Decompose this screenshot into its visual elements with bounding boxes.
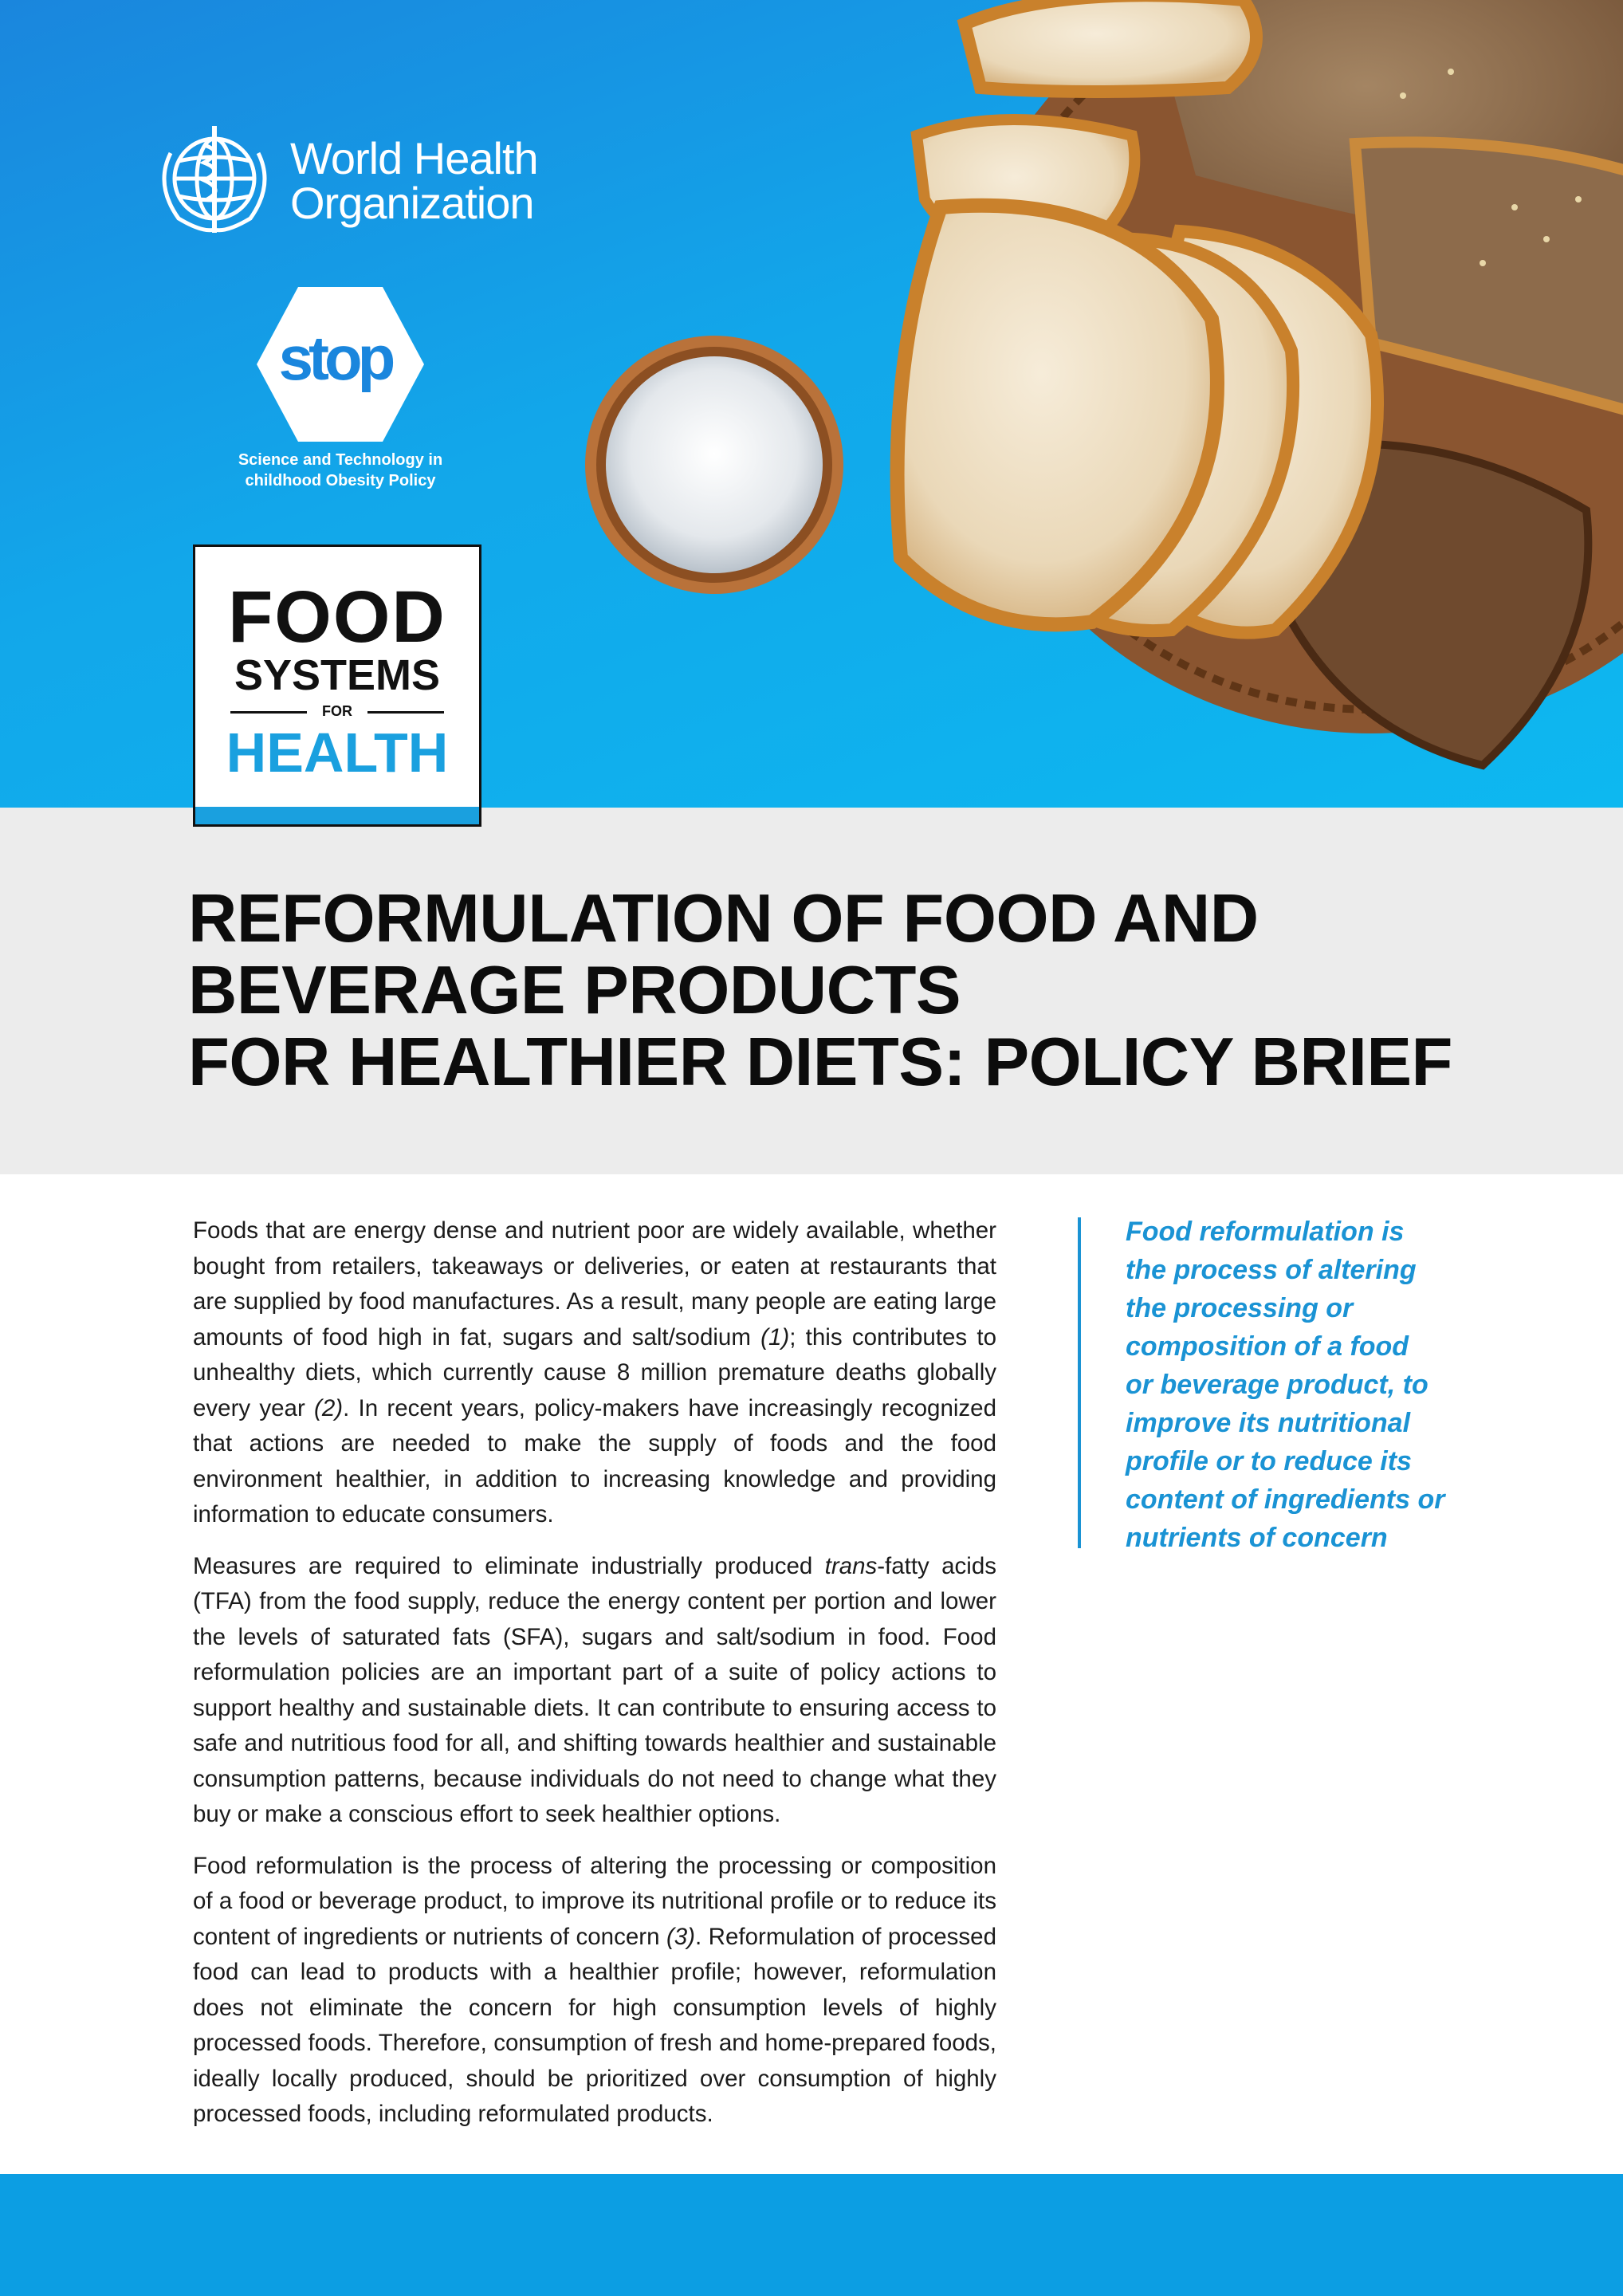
badge-food: FOOD bbox=[228, 576, 446, 658]
stop-logo-word: stop bbox=[278, 323, 391, 393]
p2-text-a: Measures are required to eliminate industrially produced bbox=[193, 1552, 825, 1579]
ref-3: (3) bbox=[666, 1923, 696, 1950]
who-logo bbox=[147, 121, 538, 241]
title-line2: BEVERAGE PRODUCTS bbox=[188, 953, 961, 1028]
pull-quote bbox=[1078, 1217, 1468, 1553]
p3-text-b: . Reformulation of processed food can lead to products with a healthier profile; however, reformulation does not eliminate the concern for high consumption levels of highly processed foods. Therefore, consumption of fresh and home-prepared foods, ideally locally produced, should be prioritized over consumption of highly processed foods, including reformulated products. bbox=[193, 1923, 996, 2127]
title-line1: REFORMULATION OF FOOD AND bbox=[188, 881, 1259, 957]
stop-caption-line2: childhood Obesity Policy bbox=[245, 472, 436, 489]
badge-for: FOR bbox=[322, 703, 352, 719]
trans-term: trans bbox=[824, 1552, 878, 1579]
ref-1: (1) bbox=[760, 1323, 790, 1350]
who-logo-line2: Organization bbox=[290, 178, 534, 228]
stop-caption-line1: Science and Technology in bbox=[238, 451, 443, 469]
badge-divider-right bbox=[367, 711, 444, 714]
p2-text-b: -fatty acids (TFA) from the food supply, reduce the energy content per portion and lower the levels of saturated fats (SFA), sugars and salt/sodium in food. Food reformulation policies are an important part of a suite of policy actions to support healthy and sustainable diets. It can contribute to ensuring access to safe and nutritious food for all, and shifting towards healthier and sustainable consumption patterns, because individuals do not need to change what they buy or make a conscious effort to seek healthier options. bbox=[193, 1552, 996, 1827]
who-emblem-icon bbox=[147, 121, 282, 241]
food-systems-for-health-badge bbox=[193, 545, 481, 827]
ref-2: (2) bbox=[314, 1394, 344, 1421]
p3-text-a: Food reformulation is the process of altering the processing or composition of a food or beverage product, to improve its nutritional profile or to reduce its content of ingredients or nutrients of concern bbox=[193, 1852, 996, 1950]
p1-text-b: ; this contributes to unhealthy diets, which currently cause 8 million premature deaths globally every year bbox=[193, 1323, 996, 1421]
p1-text-c: . In recent years, policy-makers have increasingly recognized that actions are needed to make the supply of foods and the food environment healthier, in addition to increasing knowledge and providing information to educate consumers. bbox=[193, 1394, 996, 1527]
body-paragraph-2 bbox=[193, 1549, 996, 1833]
body-paragraph-1 bbox=[193, 1213, 996, 1533]
who-logo-line1: World Health bbox=[290, 133, 538, 183]
pull-quote-text: Food reformulation is the process of altering the processing or composition of a food or beverage product, to improve its nutritional profile or to reduce its content of ingredients or nutrients of concern bbox=[1126, 1217, 1445, 1553]
p1-text-a: Foods that are energy dense and nutrient poor are widely available, whether bought from retailers, takeaways or deliveries, or eaten at restaurants that are supplied by food manufactures. As a result, many people are eating large amounts of food high in fat, sugars and salt/sodium bbox=[193, 1217, 996, 1350]
title-line3: FOR HEALTHIER DIETS: POLICY BRIEF bbox=[188, 1024, 1452, 1100]
badge-accent-bar bbox=[195, 807, 479, 824]
body-column bbox=[193, 1213, 996, 2149]
page-title bbox=[188, 883, 1591, 1099]
footer-bar bbox=[0, 2174, 1623, 2296]
badge-health: HEALTH bbox=[226, 721, 449, 784]
badge-systems: SYSTEMS bbox=[234, 651, 441, 699]
body-paragraph-3 bbox=[193, 1849, 996, 2133]
